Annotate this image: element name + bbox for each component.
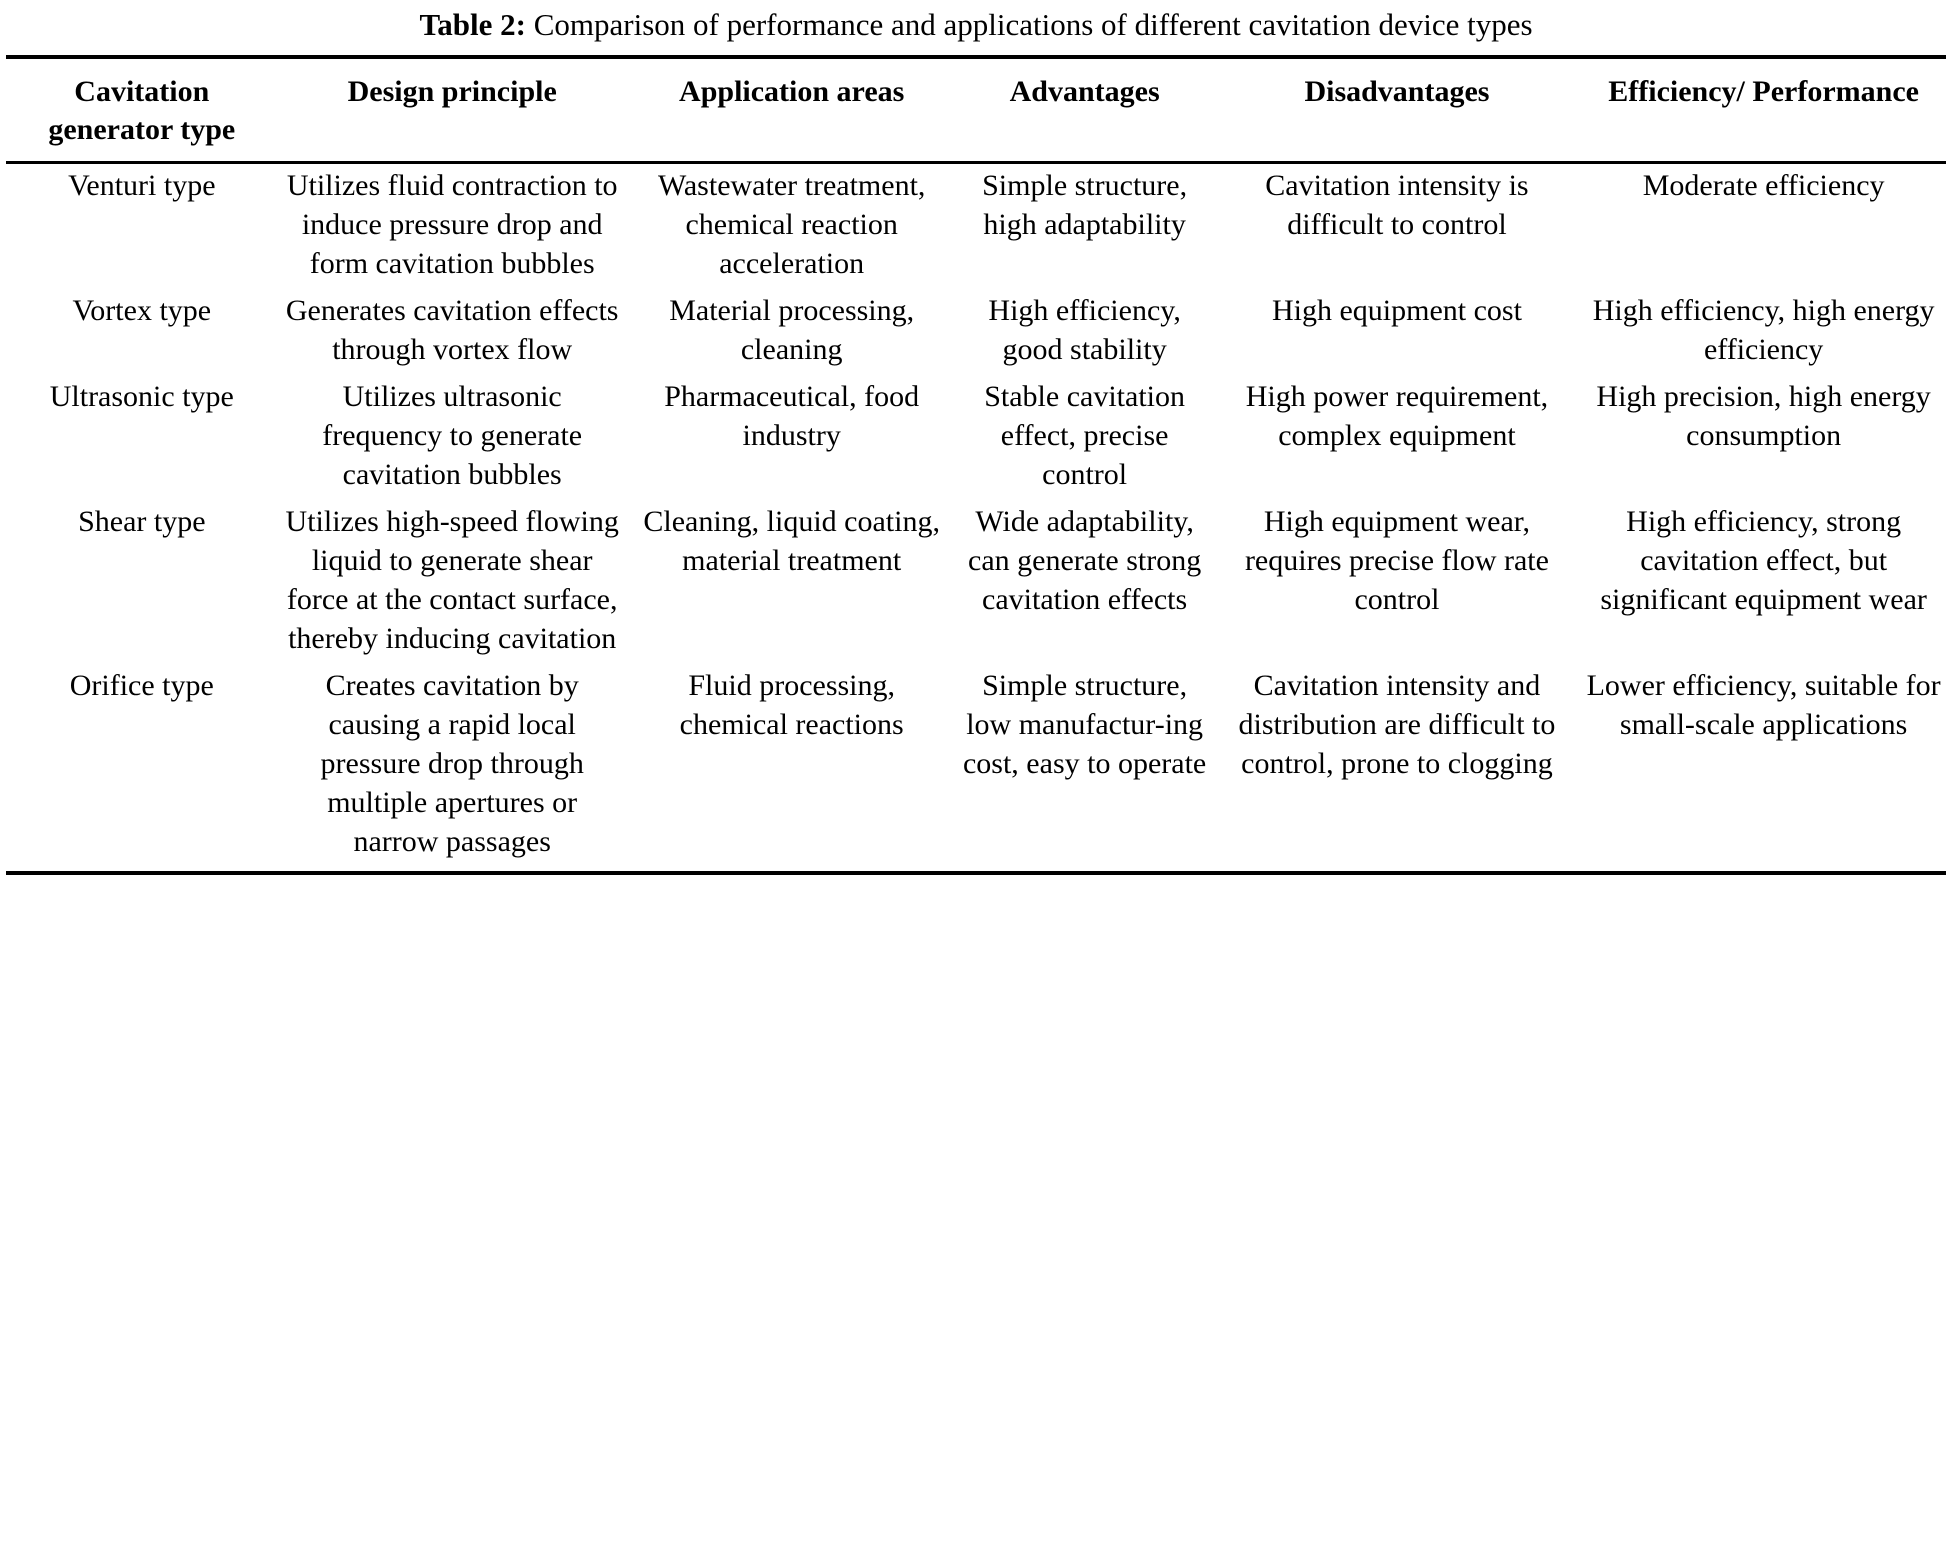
cell-efficiency: High efficiency, strong cavitation effect, but significant equipment wear [1600,504,1927,616]
cell-advantages: Wide adaptability, can generate strong cavitation effects [968,504,1202,616]
cell-design-principle: Creates cavitation by causing a rapid local pressure drop through multiple apertures or narrow passages [278,664,627,873]
cell-advantages: Simple structure, high adaptability [982,168,1188,241]
cell-disadvantages: High power requirement, complex equipment [1245,379,1549,452]
table-row [6,500,1946,664]
cell-application-areas: Wastewater treatment, chemical reaction acceleration [657,168,926,280]
cell-application-areas: Fluid processing, chemical reactions [627,664,957,873]
table-row [6,375,1946,500]
table-row [6,162,1946,289]
cell-efficiency: High precision, high energy consumption [1596,379,1931,452]
cell-type: Orifice type [6,664,278,873]
cell-design-principle: Generates cavitation effects through vortex flow [285,293,619,366]
table-body [6,162,1946,873]
cell-advantages: High efficiency, good stability [988,293,1181,366]
header-row [6,57,1946,163]
column-header-disadvantages: Disadvantages [1213,57,1582,163]
cell-efficiency: Moderate efficiency [1642,168,1885,202]
column-header-advantages: Advantages [957,57,1213,163]
table-header [6,57,1946,163]
table-caption-label: Table 2: [419,7,526,42]
cell-type: Venturi type [68,168,216,202]
column-header-efficiency-performance: Efficiency/ Performance [1581,57,1946,163]
cell-type: Shear type [78,504,206,538]
cell-design-principle: Utilizes high-speed flowing liquid to generate shear force at the contact surface, thereby inducing cavitation [285,504,619,655]
cell-design-principle: Utilizes fluid contraction to induce pressure drop and form cavitation bubbles [286,168,618,280]
table-caption [6,0,1946,55]
cell-application-areas: Material processing, cleaning [669,293,915,366]
table-row [6,289,1946,375]
cell-design-principle: Utilizes ultrasonic frequency to generate cavitation bubbles [322,379,583,491]
cell-disadvantages: Cavitation intensity is difficult to control [1265,168,1529,241]
column-header-cavitation-generator-type: Cavitation generator type [6,57,278,163]
cell-efficiency: Lower efficiency, suitable for small-scale applications [1581,664,1946,873]
cell-disadvantages: Cavitation intensity and distribution are difficult to control, prone to clogging [1213,664,1582,873]
cell-advantages: Simple structure, low manufactur-ing cost, easy to operate [957,664,1213,873]
cell-type: Vortex type [72,293,212,327]
cell-type: Ultrasonic type [49,379,234,413]
cell-efficiency: High efficiency, high energy efficiency [1592,293,1935,366]
table-row [6,664,1946,873]
comparison-table [6,55,1946,875]
table-caption-text: Comparison of performance and applications of different cavitation device types [533,7,1533,42]
cell-application-areas: Pharmaceutical, food industry [664,379,920,452]
cell-application-areas: Cleaning, liquid coating, material treatment [643,504,940,577]
column-header-design-principle: Design principle [278,57,627,163]
cell-disadvantages: High equipment wear, requires precise flow rate control [1244,504,1549,616]
column-header-application-areas: Application areas [627,57,957,163]
cell-advantages: Stable cavitation effect, precise control [984,379,1185,491]
cell-disadvantages: High equipment cost [1271,293,1522,327]
